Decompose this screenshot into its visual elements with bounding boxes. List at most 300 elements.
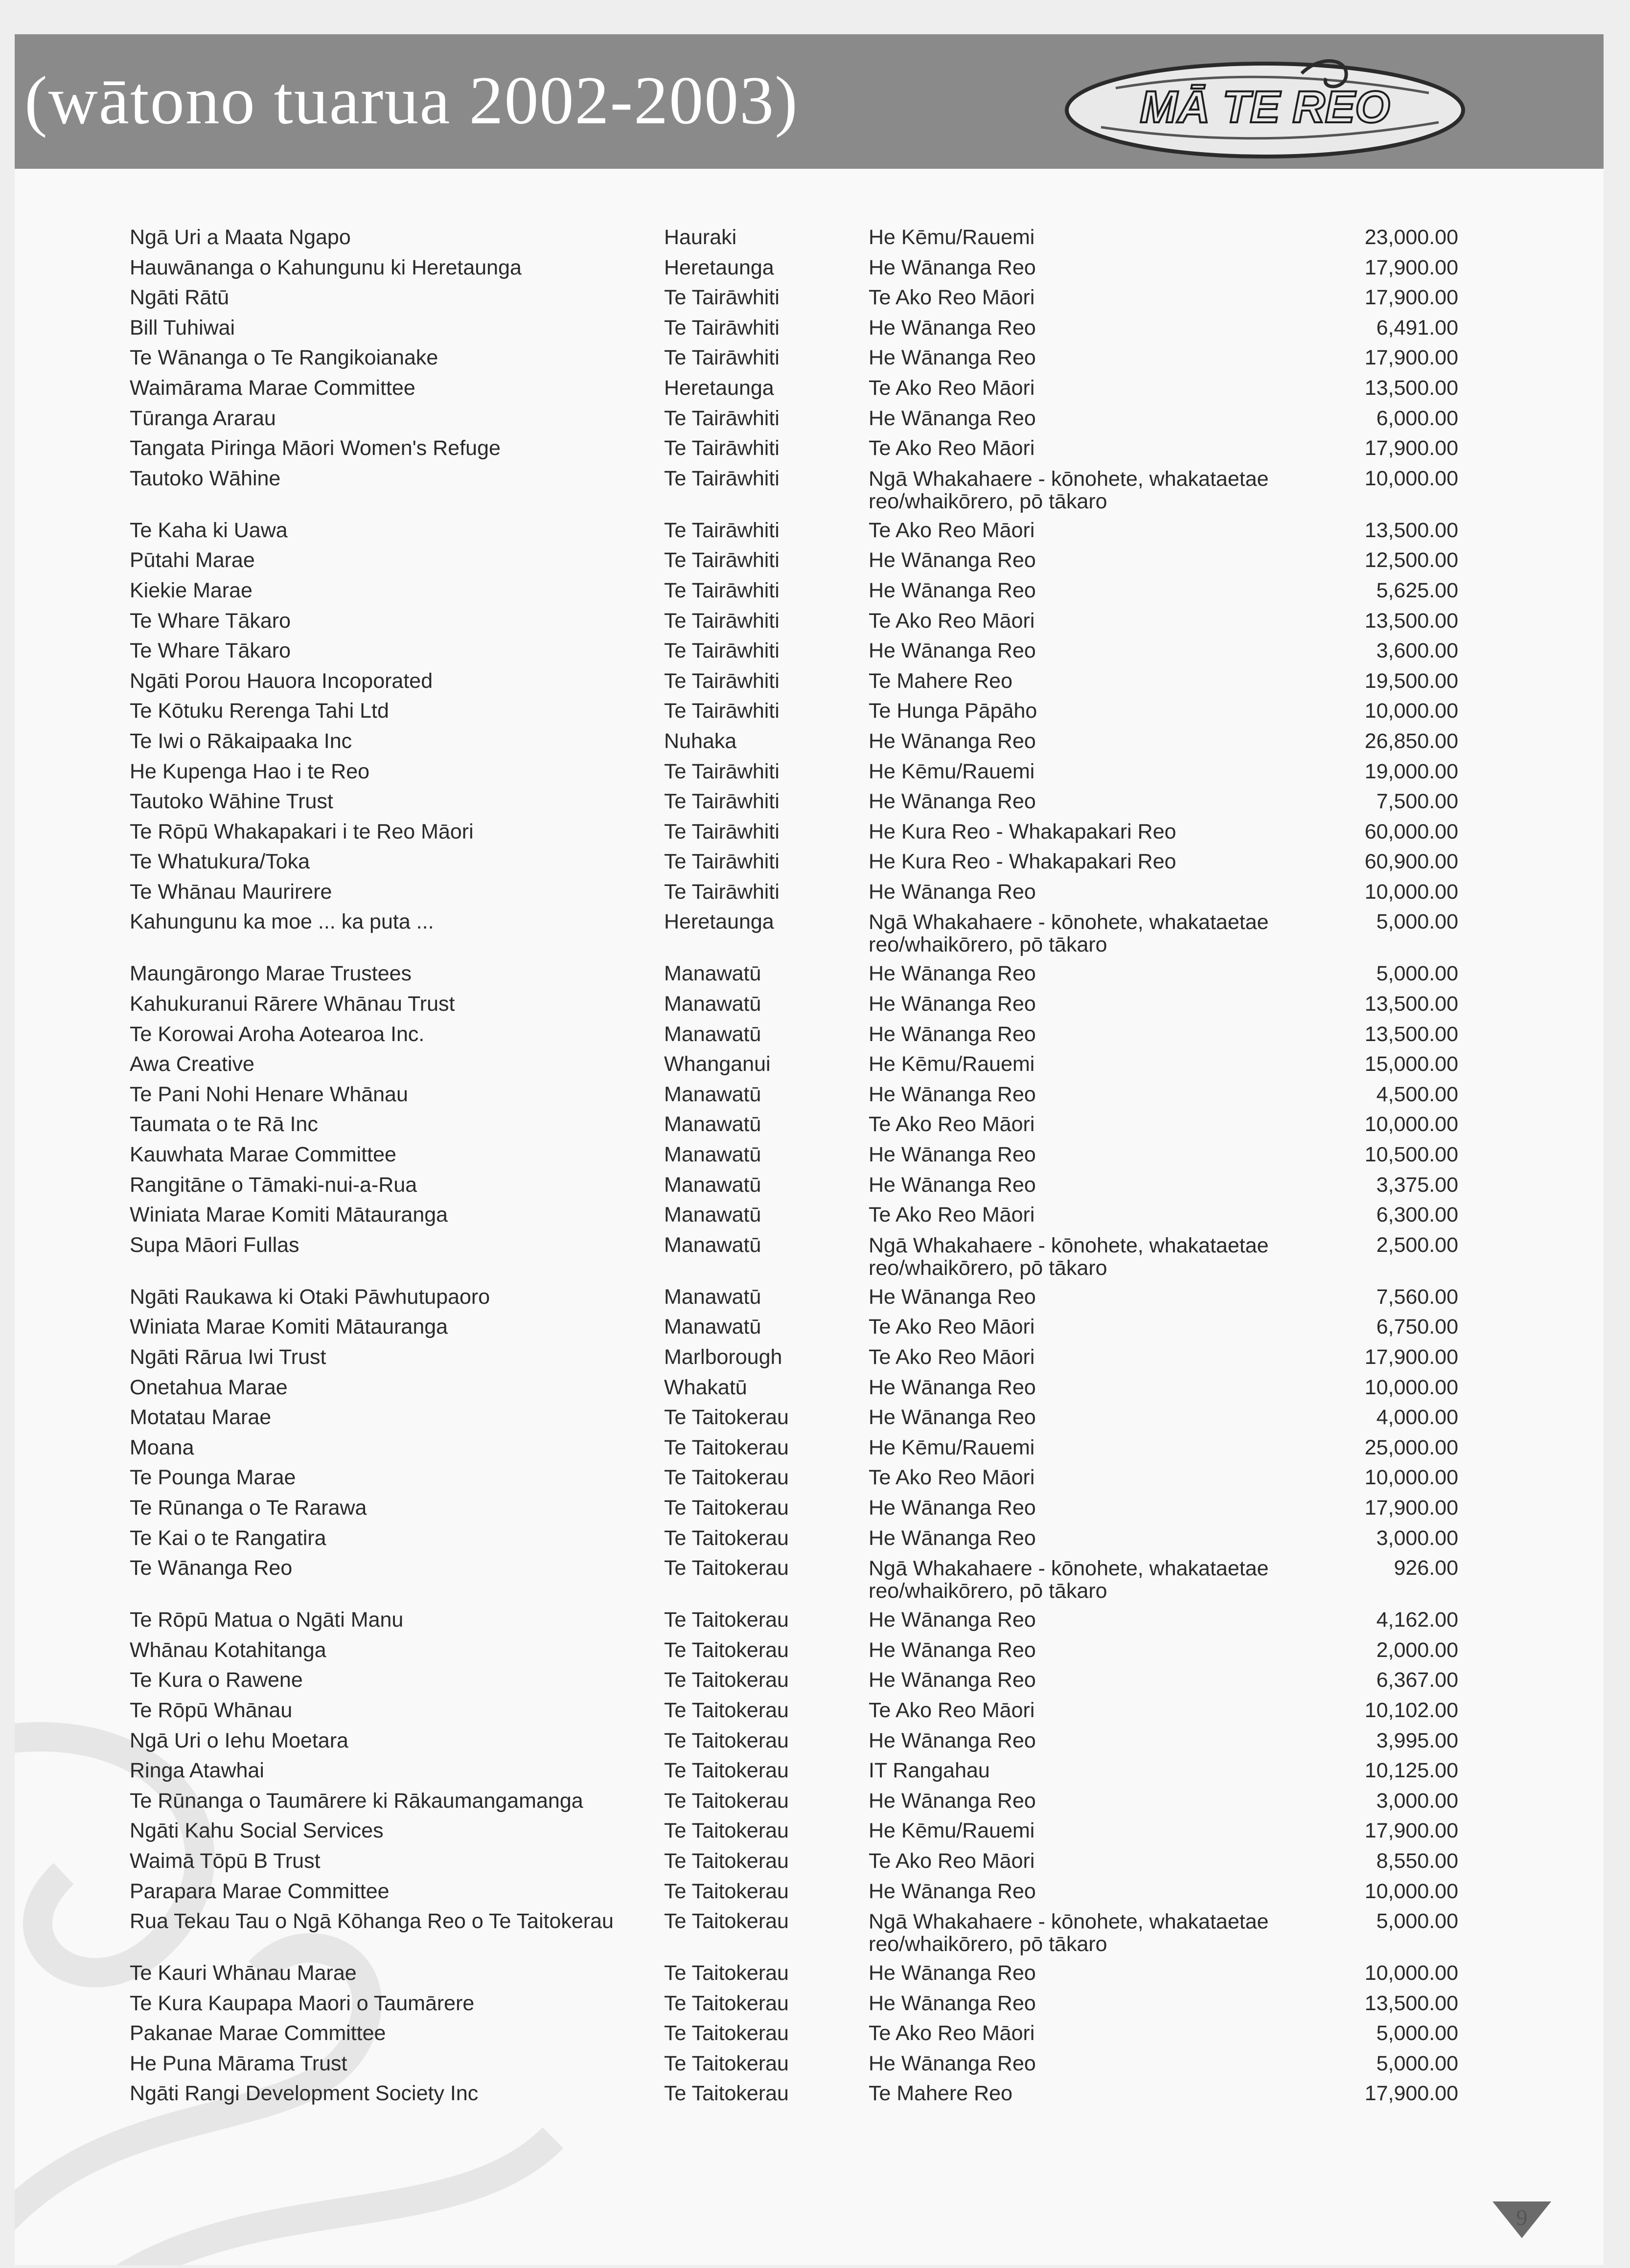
recipient-name: Motatau Marae [130, 1406, 272, 1429]
recipient-name: Te Pounga Marae [130, 1466, 296, 1490]
region: Te Tairāwhiti [664, 548, 780, 572]
table-row [15, 877, 1604, 907]
table-row [15, 1958, 1604, 1989]
table-row [15, 1049, 1604, 1080]
table-row [15, 636, 1604, 666]
table-row [15, 253, 1604, 283]
region: Te Taitokerau [664, 1638, 789, 1662]
activity: He Wānanga Reo [869, 1285, 1036, 1309]
amount: 10,125.00 [1364, 1759, 1458, 1783]
amount: 3,000.00 [1376, 1789, 1458, 1813]
recipient-name: Te Kōtuku Rerenga Tahi Ltd [130, 699, 389, 723]
activity: Te Mahere Reo [869, 2082, 1012, 2106]
activity: Te Ako Reo Māori [869, 1315, 1035, 1339]
activity: Te Ako Reo Māori [869, 436, 1035, 460]
activity: He Wānanga Reo [869, 1526, 1036, 1550]
amount: 5,000.00 [1376, 910, 1458, 934]
region: Te Tairāwhiti [664, 578, 780, 602]
activity: Ngā Whakahaere - kōnohete, whakataetae reo/whaikōrero, pō tākaro [869, 1910, 1269, 1956]
recipient-name: Tautoko Wāhine Trust [130, 790, 333, 814]
region: Manawatū [664, 1233, 761, 1257]
recipient-name: Ngāti Kahu Social Services [130, 1819, 384, 1843]
amount: 17,900.00 [1364, 436, 1458, 460]
activity: Te Ako Reo Māori [869, 1466, 1035, 1490]
activity: IT Rangahau [869, 1759, 990, 1783]
region: Te Taitokerau [664, 1728, 789, 1752]
activity: Te Ako Reo Māori [869, 609, 1035, 633]
activity: He Wānanga Reo [869, 1173, 1036, 1197]
recipient-name: Pūtahi Marae [130, 548, 255, 572]
amount: 13,500.00 [1364, 992, 1458, 1016]
region: Manawatū [664, 1082, 761, 1106]
amount: 17,900.00 [1364, 286, 1458, 310]
table-row [15, 847, 1604, 877]
amount: 60,000.00 [1364, 819, 1458, 843]
table-row [15, 1200, 1604, 1230]
amount: 19,000.00 [1364, 759, 1458, 783]
region: Whakatū [664, 1375, 747, 1399]
activity: Te Ako Reo Māori [869, 518, 1035, 542]
activity: He Wānanga Reo [869, 1638, 1036, 1662]
region: Manawatū [664, 992, 761, 1016]
recipient-name: Winiata Marae Komiti Mātauranga [130, 1203, 448, 1227]
recipient-name: Te Rūnanga o Taumārere ki Rākaumangamanga [130, 1789, 583, 1813]
recipient-name: He Kupenga Hao i te Reo [130, 759, 370, 783]
recipient-name: Te Rōpū Whakapakari i te Reo Māori [130, 819, 474, 843]
amount: 10,000.00 [1364, 880, 1458, 904]
amount: 7,500.00 [1376, 790, 1458, 814]
table-row [15, 1635, 1604, 1666]
amount: 7,560.00 [1376, 1285, 1458, 1309]
region: Te Tairāwhiti [664, 790, 780, 814]
activity: Ngā Whakahaere - kōnohete, whakataetae reo/whaikōrero, pō tākaro [869, 1233, 1269, 1280]
recipient-name: Kiekie Marae [130, 578, 253, 602]
table-row [15, 343, 1604, 373]
table-row [15, 959, 1604, 989]
table-row [15, 1282, 1604, 1313]
activity: Te Ako Reo Māori [869, 1849, 1035, 1873]
table-row [15, 787, 1604, 817]
header-banner [15, 34, 1604, 169]
region: Marlborough [664, 1345, 782, 1369]
recipient-name: Ringa Atawhai [130, 1759, 264, 1783]
region: Te Taitokerau [664, 1406, 789, 1429]
activity: He Wānanga Reo [869, 880, 1036, 904]
table-row [15, 283, 1604, 313]
region: Te Taitokerau [664, 1909, 789, 1933]
amount: 17,900.00 [1364, 346, 1458, 370]
region: Te Taitokerau [664, 2021, 789, 2045]
activity: He Wānanga Reo [869, 1143, 1036, 1167]
amount: 2,000.00 [1376, 1638, 1458, 1662]
region: Te Tairāwhiti [664, 609, 780, 633]
table-row [15, 1140, 1604, 1170]
table-row [15, 696, 1604, 726]
table-row [15, 1433, 1604, 1463]
table-row [15, 1373, 1604, 1403]
table-row [15, 989, 1604, 1020]
amount: 3,000.00 [1376, 1526, 1458, 1550]
recipient-name: Rua Tekau Tau o Ngā Kōhanga Reo o Te Taitokerau [130, 1909, 614, 1933]
amount: 2,500.00 [1376, 1233, 1458, 1257]
region: Te Taitokerau [664, 1819, 789, 1843]
table-row [15, 1523, 1604, 1554]
activity: Te Ako Reo Māori [869, 1698, 1035, 1722]
activity: He Wānanga Reo [869, 1608, 1036, 1632]
table-row [15, 1170, 1604, 1201]
table-row [15, 2019, 1604, 2049]
recipient-name: Parapara Marae Committee [130, 1879, 390, 1903]
region: Nuhaka [664, 729, 737, 753]
amount: 60,900.00 [1364, 850, 1458, 874]
amount: 8,550.00 [1376, 1849, 1458, 1873]
region: Heretaunga [664, 255, 774, 279]
recipient-name: Te Rūnanga o Te Rarawa [130, 1496, 367, 1520]
region: Te Taitokerau [664, 1608, 789, 1632]
activity: He Wānanga Reo [869, 548, 1036, 572]
recipient-name: Onetahua Marae [130, 1375, 288, 1399]
amount: 17,900.00 [1364, 1496, 1458, 1520]
table-row [15, 433, 1604, 464]
table-row [15, 1493, 1604, 1523]
activity: He Wānanga Reo [869, 1375, 1036, 1399]
amount: 10,000.00 [1364, 1112, 1458, 1136]
activity: He Kēmu/Rauemi [869, 1435, 1035, 1459]
recipient-name: Bill Tuhiwai [130, 316, 235, 340]
recipient-name: Ngāti Porou Hauora Incoporated [130, 669, 433, 693]
activity: He Wānanga Reo [869, 255, 1036, 279]
activity: He Wānanga Reo [869, 346, 1036, 370]
activity: He Wānanga Reo [869, 1668, 1036, 1692]
amount: 19,500.00 [1364, 669, 1458, 693]
amount: 23,000.00 [1364, 226, 1458, 249]
region: Hauraki [664, 226, 737, 249]
page-number-marker [1492, 2201, 1551, 2241]
recipient-name: Te Whare Tākaro [130, 609, 291, 633]
table-row [15, 373, 1604, 404]
table-row [15, 1726, 1604, 1756]
amount: 4,500.00 [1376, 1082, 1458, 1106]
recipient-name: Ngāti Raukawa ki Otaki Pāwhutupaoro [130, 1285, 490, 1309]
activity: He Wānanga Reo [869, 1406, 1036, 1429]
amount: 5,000.00 [1376, 962, 1458, 986]
table-row [15, 1230, 1604, 1282]
table-row [15, 464, 1604, 516]
recipient-name: Ngāti Rārua Iwi Trust [130, 1345, 326, 1369]
amount: 3,995.00 [1376, 1728, 1458, 1752]
activity: Ngā Whakahaere - kōnohete, whakataetae reo/whaikōrero, pō tākaro [869, 910, 1269, 957]
table-row [15, 1553, 1604, 1605]
recipient-name: Waimārama Marae Committee [130, 376, 415, 400]
table-row [15, 516, 1604, 546]
recipient-name: Winiata Marae Komiti Mātauranga [130, 1315, 448, 1339]
activity: Te Ako Reo Māori [869, 1203, 1035, 1227]
region: Whanganui [664, 1052, 771, 1076]
activity: Te Ako Reo Māori [869, 1345, 1035, 1369]
amount: 17,900.00 [1364, 1819, 1458, 1843]
amount: 10,000.00 [1364, 1879, 1458, 1903]
table-row [15, 757, 1604, 787]
recipient-name: Whānau Kotahitanga [130, 1638, 326, 1662]
amount: 6,750.00 [1376, 1315, 1458, 1339]
logo-text: MĀ TE REO [1140, 82, 1390, 132]
region: Te Taitokerau [664, 1991, 789, 2015]
recipient-name: Te Whare Tākaro [130, 639, 291, 663]
region: Te Taitokerau [664, 1435, 789, 1459]
activity: Ngā Whakahaere - kōnohete, whakataetae reo/whaikōrero, pō tākaro [869, 467, 1269, 513]
table-row [15, 545, 1604, 576]
recipient-name: Kahungunu ka moe ... ka puta ... [130, 910, 434, 934]
table-row [15, 726, 1604, 757]
region: Manawatū [664, 1173, 761, 1197]
table-row [15, 2079, 1604, 2109]
document-page [15, 34, 1604, 2265]
region: Te Tairāwhiti [664, 286, 780, 310]
recipient-name: Kahukuranui Rārere Whānau Trust [130, 992, 455, 1016]
table-row [15, 606, 1604, 636]
table-row [15, 223, 1604, 253]
region: Te Tairāwhiti [664, 639, 780, 663]
region: Te Taitokerau [664, 1961, 789, 1985]
table-row [15, 1816, 1604, 1846]
recipient-name: Ngāti Rangi Development Society Inc [130, 2082, 479, 2106]
region: Te Taitokerau [664, 1668, 789, 1692]
amount: 17,900.00 [1364, 1345, 1458, 1369]
amount: 13,500.00 [1364, 518, 1458, 542]
amount: 6,000.00 [1376, 406, 1458, 430]
activity: He Kēmu/Rauemi [869, 759, 1035, 783]
region: Te Tairāwhiti [664, 316, 780, 340]
amount: 10,000.00 [1364, 1961, 1458, 1985]
recipient-name: Te Wānanga o Te Rangikoianake [130, 346, 438, 370]
recipient-name: Te Wānanga Reo [130, 1556, 293, 1580]
activity: He Wānanga Reo [869, 790, 1036, 814]
region: Te Tairāwhiti [664, 699, 780, 723]
activity: He Wānanga Reo [869, 639, 1036, 663]
amount: 5,000.00 [1376, 1909, 1458, 1933]
region: Heretaunga [664, 910, 774, 934]
recipient-name: Te Kauri Whānau Marae [130, 1961, 357, 1985]
table-row [15, 1877, 1604, 1907]
region: Te Tairāwhiti [664, 880, 780, 904]
region: Te Tairāwhiti [664, 436, 780, 460]
recipient-name: Supa Māori Fullas [130, 1233, 299, 1257]
amount: 6,300.00 [1376, 1203, 1458, 1227]
amount: 10,000.00 [1364, 1375, 1458, 1399]
table-row [15, 1665, 1604, 1696]
page-title: (wātono tuarua 2002-2003) [24, 63, 799, 138]
activity: He Wānanga Reo [869, 1961, 1036, 1985]
recipient-name: Moana [130, 1435, 194, 1459]
region: Manawatū [664, 1143, 761, 1167]
amount: 5,625.00 [1376, 578, 1458, 602]
ma-te-reo-logo [1057, 54, 1473, 161]
recipient-name: Ngā Uri o Iehu Moetara [130, 1728, 348, 1752]
table-row [15, 1110, 1604, 1140]
activity: He Wānanga Reo [869, 962, 1036, 986]
recipient-name: Te Rōpū Matua o Ngāti Manu [130, 1608, 404, 1632]
amount: 6,367.00 [1376, 1668, 1458, 1692]
table-row [15, 666, 1604, 697]
table-row [15, 1080, 1604, 1110]
table-row [15, 1756, 1604, 1786]
recipient-name: Ngāti Rātū [130, 286, 230, 310]
region: Manawatū [664, 1022, 761, 1046]
activity: He Kēmu/Rauemi [869, 1052, 1035, 1076]
activity: He Wānanga Reo [869, 1879, 1036, 1903]
recipient-name: Te Kai o te Rangatira [130, 1526, 326, 1550]
activity: Te Mahere Reo [869, 669, 1012, 693]
amount: 17,900.00 [1364, 2082, 1458, 2106]
amount: 25,000.00 [1364, 1435, 1458, 1459]
amount: 10,000.00 [1364, 699, 1458, 723]
region: Te Taitokerau [664, 1496, 789, 1520]
activity: He Wānanga Reo [869, 1022, 1036, 1046]
amount: 4,162.00 [1376, 1608, 1458, 1632]
region: Manawatū [664, 1203, 761, 1227]
activity: He Wānanga Reo [869, 1991, 1036, 2015]
recipient-name: Awa Creative [130, 1052, 254, 1076]
recipient-name: Te Whatukura/Toka [130, 850, 310, 874]
region: Manawatū [664, 1112, 761, 1136]
amount: 10,000.00 [1364, 1466, 1458, 1490]
region: Te Taitokerau [664, 1879, 789, 1903]
region: Te Tairāwhiti [664, 406, 780, 430]
activity: He Kēmu/Rauemi [869, 1819, 1035, 1843]
region: Te Tairāwhiti [664, 669, 780, 693]
region: Te Taitokerau [664, 1466, 789, 1490]
activity: He Kura Reo - Whakapakari Reo [869, 819, 1176, 843]
table-row [15, 1312, 1604, 1342]
activity: He Kura Reo - Whakapakari Reo [869, 850, 1176, 874]
amount: 4,000.00 [1376, 1406, 1458, 1429]
recipient-name: Tautoko Wāhine [130, 466, 281, 490]
amount: 5,000.00 [1376, 2051, 1458, 2075]
amount: 6,491.00 [1376, 316, 1458, 340]
region: Manawatū [664, 1315, 761, 1339]
recipient-name: Waimā Tōpū B Trust [130, 1849, 321, 1873]
activity: He Kēmu/Rauemi [869, 226, 1035, 249]
activity: He Wānanga Reo [869, 578, 1036, 602]
region: Te Taitokerau [664, 2082, 789, 2106]
activity: He Wānanga Reo [869, 406, 1036, 430]
region: Te Taitokerau [664, 1556, 789, 1580]
activity: Te Ako Reo Māori [869, 376, 1035, 400]
recipient-name: Te Rōpū Whānau [130, 1698, 293, 1722]
region: Te Taitokerau [664, 2051, 789, 2075]
region: Te Tairāwhiti [664, 518, 780, 542]
table-row [15, 404, 1604, 434]
table-row [15, 1403, 1604, 1433]
amount: 12,500.00 [1364, 548, 1458, 572]
table-row [15, 1342, 1604, 1373]
page-number: 9 [1516, 2205, 1528, 2230]
recipient-name: Maungārongo Marae Trustees [130, 962, 412, 986]
table-row [15, 576, 1604, 606]
region: Te Tairāwhiti [664, 759, 780, 783]
activity: Ngā Whakahaere - kōnohete, whakataetae reo/whaikōrero, pō tākaro [869, 1557, 1269, 1603]
amount: 10,500.00 [1364, 1143, 1458, 1167]
amount: 10,102.00 [1364, 1698, 1458, 1722]
recipient-name: Tangata Piringa Māori Women's Refuge [130, 436, 501, 460]
table-row [15, 2049, 1604, 2079]
amount: 13,500.00 [1364, 609, 1458, 633]
region: Te Tairāwhiti [664, 346, 780, 370]
amount: 15,000.00 [1364, 1052, 1458, 1076]
table-row [15, 817, 1604, 847]
grants-table [15, 223, 1604, 2179]
activity: He Wānanga Reo [869, 2051, 1036, 2075]
region: Te Taitokerau [664, 1759, 789, 1783]
amount: 3,600.00 [1376, 639, 1458, 663]
table-row [15, 1605, 1604, 1635]
region: Te Taitokerau [664, 1698, 789, 1722]
amount: 13,500.00 [1364, 376, 1458, 400]
region: Te Taitokerau [664, 1789, 789, 1813]
recipient-name: Hauwānanga o Kahungunu ki Heretaunga [130, 255, 522, 279]
region: Te Taitokerau [664, 1849, 789, 1873]
region: Te Tairāwhiti [664, 819, 780, 843]
amount: 5,000.00 [1376, 2021, 1458, 2045]
recipient-name: Te Kura o Rawene [130, 1668, 303, 1692]
activity: He Wānanga Reo [869, 316, 1036, 340]
recipient-name: Pakanae Marae Committee [130, 2021, 386, 2045]
amount: 926.00 [1394, 1556, 1458, 1580]
table-row [15, 1696, 1604, 1726]
recipient-name: Taumata o te Rā Inc [130, 1112, 318, 1136]
region: Heretaunga [664, 376, 774, 400]
table-row [15, 1786, 1604, 1816]
activity: He Wānanga Reo [869, 1496, 1036, 1520]
activity: Te Ako Reo Māori [869, 2021, 1035, 2045]
recipient-name: Te Kura Kaupapa Maori o Taumārere [130, 1991, 475, 2015]
table-row [15, 1989, 1604, 2019]
activity: He Wānanga Reo [869, 1728, 1036, 1752]
activity: He Wānanga Reo [869, 992, 1036, 1016]
amount: 26,850.00 [1364, 729, 1458, 753]
activity: Te Hunga Pāpāho [869, 699, 1037, 723]
activity: He Wānanga Reo [869, 1082, 1036, 1106]
table-row [15, 1020, 1604, 1050]
recipient-name: Kauwhata Marae Committee [130, 1143, 396, 1167]
recipient-name: Te Pani Nohi Henare Whānau [130, 1082, 408, 1106]
region: Te Tairāwhiti [664, 850, 780, 874]
recipient-name: Te Iwi o Rākaipaaka Inc [130, 729, 352, 753]
region: Manawatū [664, 1285, 761, 1309]
amount: 3,375.00 [1376, 1173, 1458, 1197]
amount: 13,500.00 [1364, 1022, 1458, 1046]
table-row [15, 907, 1604, 959]
table-row [15, 1846, 1604, 1877]
region: Manawatū [664, 962, 761, 986]
activity: He Wānanga Reo [869, 729, 1036, 753]
region: Te Taitokerau [664, 1526, 789, 1550]
amount: 13,500.00 [1364, 1991, 1458, 2015]
recipient-name: Te Korowai Aroha Aotearoa Inc. [130, 1022, 425, 1046]
recipient-name: He Puna Mārama Trust [130, 2051, 347, 2075]
table-row [15, 1906, 1604, 1958]
activity: Te Ako Reo Māori [869, 286, 1035, 310]
region: Te Tairāwhiti [664, 466, 780, 490]
table-row [15, 1463, 1604, 1493]
activity: He Wānanga Reo [869, 1789, 1036, 1813]
recipient-name: Te Kaha ki Uawa [130, 518, 288, 542]
recipient-name: Tūranga Ararau [130, 406, 276, 430]
amount: 17,900.00 [1364, 255, 1458, 279]
recipient-name: Ngā Uri a Maata Ngapo [130, 226, 351, 249]
recipient-name: Rangitāne o Tāmaki-nui-a-Rua [130, 1173, 417, 1197]
amount: 10,000.00 [1364, 466, 1458, 490]
